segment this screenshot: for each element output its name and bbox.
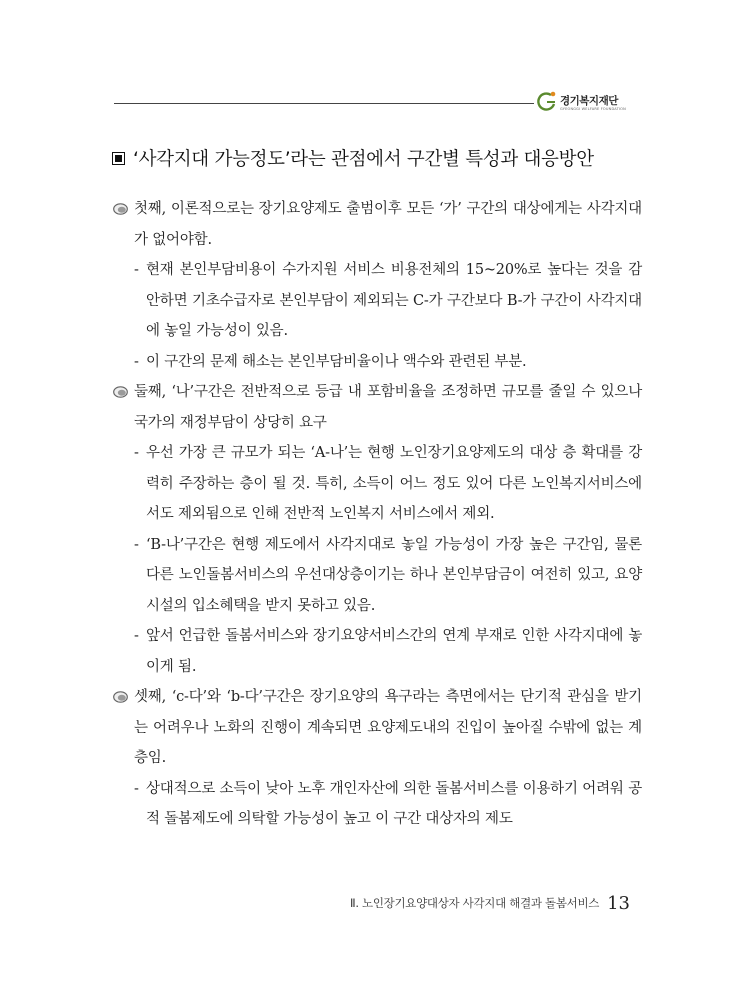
logo-subtext: GYEONGGI WELFARE FOUNDATION [560,107,626,111]
dash-marker: - [134,536,139,553]
sub-item [112,621,642,682]
sub-item [112,255,642,347]
sub-item-text: ‘B-나’구간은 현행 제도에서 사각지대로 놓일 가능성이 가장 높은 구간임, 물론 다른 노인돌봄서비스의 우선대상층이기는 하나 본인부담금이 여전히 있고, 요양시설의 입소혜택을 받지 못하고 있음. [146,536,642,614]
body-content [112,194,642,835]
page-footer [300,893,630,914]
sub-item-text: 앞서 언급한 돌봄서비스와 장기요양서비스간의 연계 부재로 인한 사각지대에 놓이게 됨. [146,628,642,675]
sub-item [112,530,642,622]
section-heading [112,145,652,171]
sub-item-text: 이 구간의 문제 해소는 본인부담비율이나 액수와 관련된 부분. [146,353,527,370]
dash-marker: - [134,780,139,797]
sub-item [112,774,642,835]
dash-marker: - [134,353,139,370]
square-bullet-icon [112,152,125,165]
paragraph-text: 첫째, 이론적으로는 장기요양제도 출범이후 모든 ‘가’ 구간의 대상에게는 사각지대가 없어야함. [134,201,642,248]
bullet-paragraph [112,377,642,438]
footer-chapter-title: Ⅱ. 노인장기요양대상자 사각지대 해결과 돌봄서비스 [349,896,600,910]
foundation-logo [536,90,646,118]
dash-marker: - [134,262,139,278]
foundation-logo-icon [536,90,558,112]
bullet-paragraph [112,682,642,774]
paragraph-text: 셋째, ‘c-다’와 ‘b-다’구간은 장기요양의 욕구라는 측면에서는 단기적 관심을 받기는 어려우나 노화의 진행이 계속되면 요양제도내의 진입이 높아질 수밖에 없는 계층임. [134,689,642,766]
logo-text: 경기복지재단 [560,95,618,107]
dash-marker: - [134,628,139,644]
sub-item-text: 우선 가장 큰 규모가 되는 ‘A-나’는 현행 노인장기요양제도의 대상 층 확대를 강력히 주장하는 층이 될 것. 특히, 소득이 어느 정도 있어 다른 노인복지서비스에서도 제외됨으로 인해 전반적 노인복지 서비스에서 제외. [146,445,642,522]
paragraph-text: 둘째, ‘나’구간은 전반적으로 등급 내 포함비율을 조정하면 규모를 줄일 수 있으나 국가의 재정부담이 상당히 요구 [134,384,642,431]
header-rule [114,103,534,104]
dash-marker: - [134,445,139,461]
sub-item-text: 현재 본인부담비용이 수가지원 서비스 비용전체의 15~20%로 높다는 것을 감안하면 기초수급자로 본인부담이 제외되는 C-가 구간보다 B-가 구간이 사각지대에 놓일 가능성이 있음. [146,262,642,339]
sub-item [112,347,642,378]
bullet-paragraph [112,194,642,255]
ring-bullet-icon [112,690,129,704]
page-number: 13 [607,893,630,914]
sub-item [112,438,642,530]
sub-item-text: 상대적으로 소득이 낮아 노후 개인자산에 의한 돌봄서비스를 이용하기 어려워 공적 돌봄제도에 의탁할 가능성이 높고 이 구간 대상자의 제도 [146,780,642,827]
ring-bullet-icon [112,385,129,399]
ring-bullet-icon [112,202,129,216]
section-heading-text: ‘사각지대 가능정도’라는 관점에서 구간별 특성과 대응방안 [133,149,594,170]
